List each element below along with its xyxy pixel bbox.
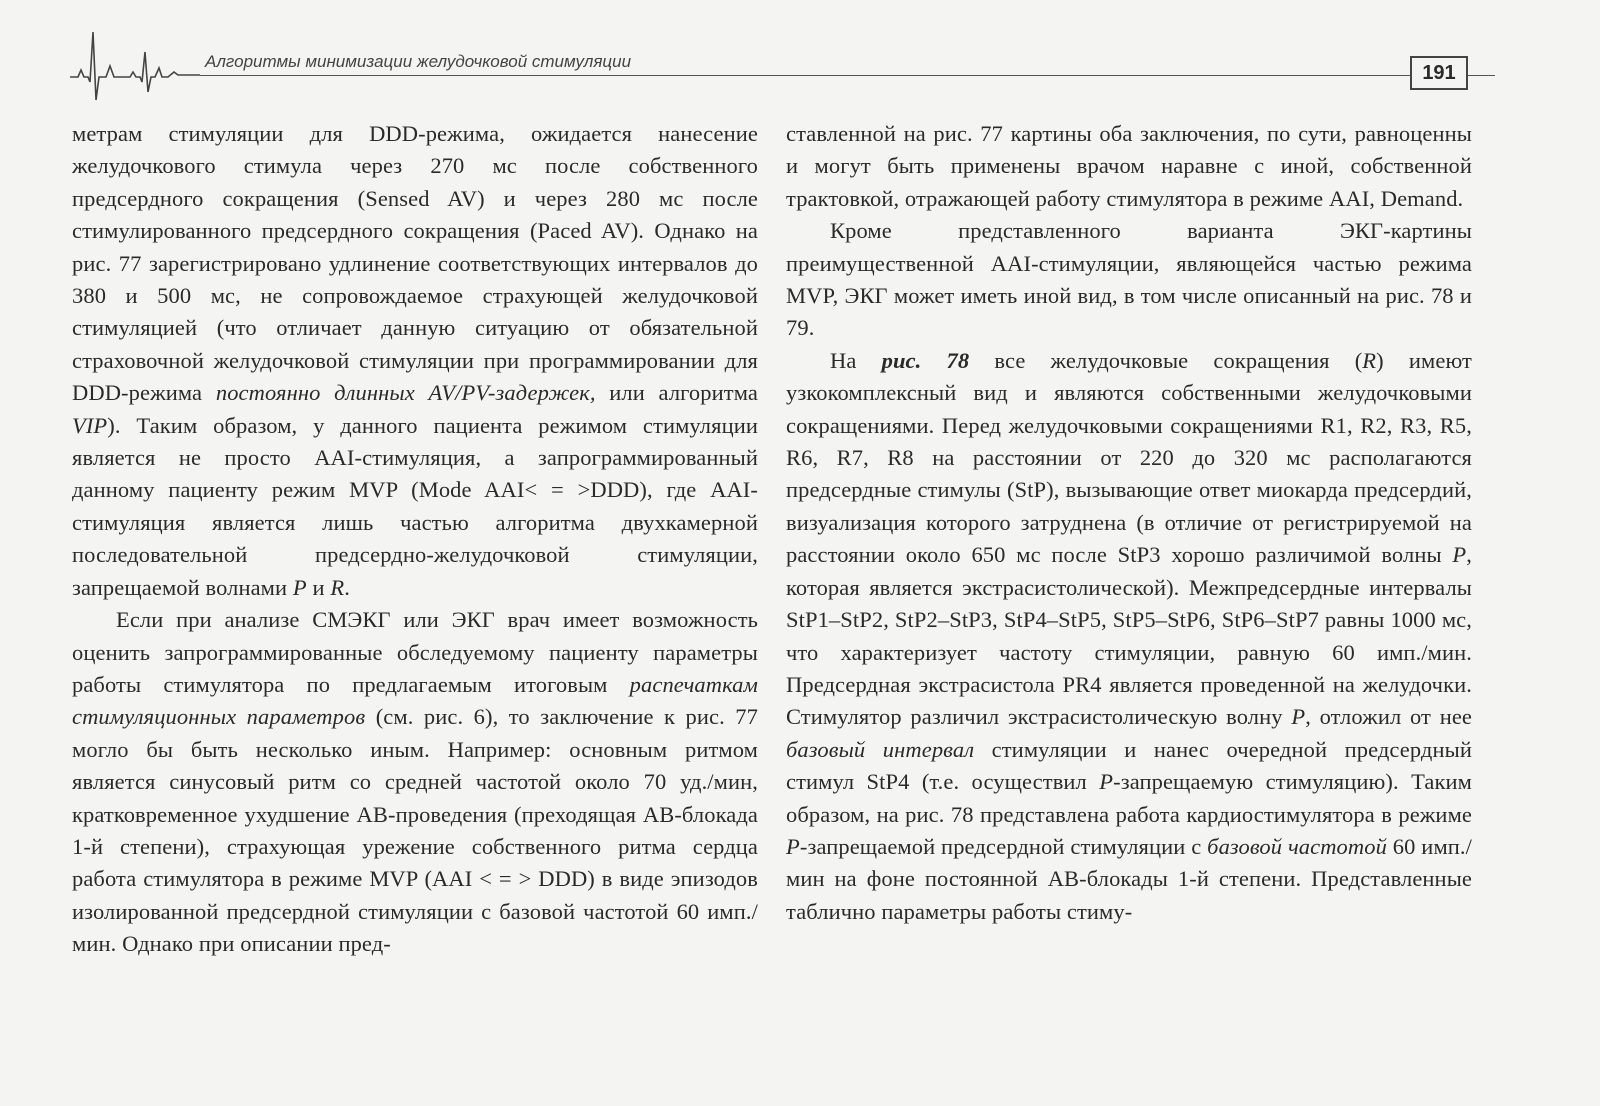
- paragraph: [786, 118, 1472, 215]
- text-run: все желудочковые сокращения (: [969, 347, 1363, 373]
- text-run: -запрещаемую стимуляцию). Таким образом, на рис. 78 представлена работа кардиостимулятора в режиме: [786, 769, 1472, 827]
- text-run: метрам стимуляции для DDD-режима, ожидается нанесение желудочкового стимула через 270 мс после собственного предсердного сокращения (Sensed AV) и через 280 мс после стимулированного предсердного сокращения (Paced AV). Однако на рис. 77 зарегистрировано удлинение соответствующих интервалов до 380 и 500 мс, не сопровождаемое страхующей желудочковой стимуляцией (что отличает данную ситуацию от обязательной страховочной желудочковой стимуляции при программировании для DDD-режима: [72, 121, 758, 406]
- text-run: .: [344, 574, 350, 600]
- italic-run: P: [1099, 769, 1114, 795]
- text-run: ). Таким образом, у данного пациента режимом стимуляции является не просто AAI-стимуляция, а запрограммированный данному пациенту режим MVP (Mode AAI< = >DDD), где AAI-стимуляция является лишь частью алгоритма двухкамерной последовательной предсердно-желудочковой стимуляции, запрещаемой волнами: [72, 412, 758, 600]
- text-run: -запрещаемой предсердной стимуляции с: [799, 833, 1208, 859]
- italic-run: P: [292, 574, 307, 600]
- running-header: [70, 22, 1510, 112]
- right-column: [786, 118, 1472, 928]
- text-run: (см. рис. 6), то заключение к рис. 77 могло бы быть несколько иным. Например: основным ритмом является синусовый ритм со средней частотой около 70 уд./мин, кратковременное ухудшение АВ-проведения (преходящая АВ-блокада 1-й степени), страхующая урежение собственного ритма сердца работа стимулятора в режиме MVP (AAI < = > DDD) в виде эпизодов изолированной предсердной стимуляции с базовой частотой 60 имп./мин. Однако при описании пред-: [72, 704, 758, 957]
- text-run: Кроме представленного варианта ЭКГ-картины преимущественной AAI-стимуляции, являющейся частью режима MVP, ЭКГ может иметь иной вид, в том числе описанный на рис. 78 и 79.: [786, 218, 1472, 341]
- text-run: ставленной на рис. 77 картины оба заключения, по сути, равноценны и могут быть применены врачом наравне с иной, собственной трактовкой, отражающей работу стимулятора в режиме AAI, Demand.: [786, 121, 1472, 211]
- italic-run: постоянно длинных AV/PV-задержек,: [215, 380, 596, 406]
- italic-run: R: [330, 574, 345, 600]
- text-run: или алгоритма: [595, 380, 758, 406]
- paragraph: [786, 345, 1472, 928]
- italic-run: распечаткам стимуляционных параметров: [72, 671, 758, 730]
- text-run: На: [830, 347, 882, 373]
- running-title: Алгоритмы минимизации желудочковой стимуляции: [205, 52, 632, 71]
- text-run: стимуляции и нанес очередной предсердный стимул StP4 (т.е. осуществил: [786, 736, 1472, 795]
- italic-run: P: [1291, 704, 1306, 730]
- paragraph: [786, 215, 1472, 345]
- text-run: 60 имп./мин на фоне постоянной АВ-блокады 1-й степени. Представленные таблично параметры работы стиму-: [786, 833, 1472, 924]
- italic-run: базовый интервал: [786, 736, 975, 762]
- page-number: 191: [1410, 56, 1468, 90]
- header-rule: [200, 75, 1495, 76]
- bold-italic-run: рис. 78: [881, 347, 970, 373]
- text-run: ) имеют узкокомплексный вид и являются собственными желудочковыми сокращениями. Перед желудочковыми сокращениями R1, R2, R3, R5, R6, R7, R8 на расстоянии от 220 до 320 мс располагаются предсердные стимулы (StP), вызывающие ответ миокарда предсердий, визуализация которого затруднена (в отличие от регистрируемой на расстоянии около 650 мс после StP3 хорошо различимой волны: [786, 347, 1472, 568]
- italic-run: R: [1362, 347, 1377, 373]
- italic-run: VIP: [72, 412, 108, 438]
- text-run: и: [306, 574, 331, 600]
- ecg-trace-icon: [70, 22, 200, 112]
- text-run: , отложил от нее: [1305, 704, 1473, 730]
- paragraph: [72, 604, 758, 960]
- left-column: [72, 118, 758, 961]
- paragraph: [72, 118, 758, 604]
- italic-run: базовой частотой: [1207, 833, 1387, 859]
- italic-run: P: [1452, 542, 1467, 568]
- text-run: , которая является экстрасистолической). Межпредсердные интервалы StP1–StP2, StP2–StP3, StP4–StP5, StP5–StP6, StP6–StP7 равны 1000 мс, что характеризует частоту стимуляции, равную 60 имп./мин. Предсердная экстрасистола PR4 является проведенной на желудочки. Стимулятор различил экстрасистолическую волну: [786, 542, 1472, 730]
- text-run: Если при анализе СМЭКГ или ЭКГ врач имеет возможность оценить запрограммированные обследуемому пациенту параметры работы стимулятора по предлагаемым итоговым: [72, 607, 758, 697]
- italic-run: P: [786, 833, 800, 859]
